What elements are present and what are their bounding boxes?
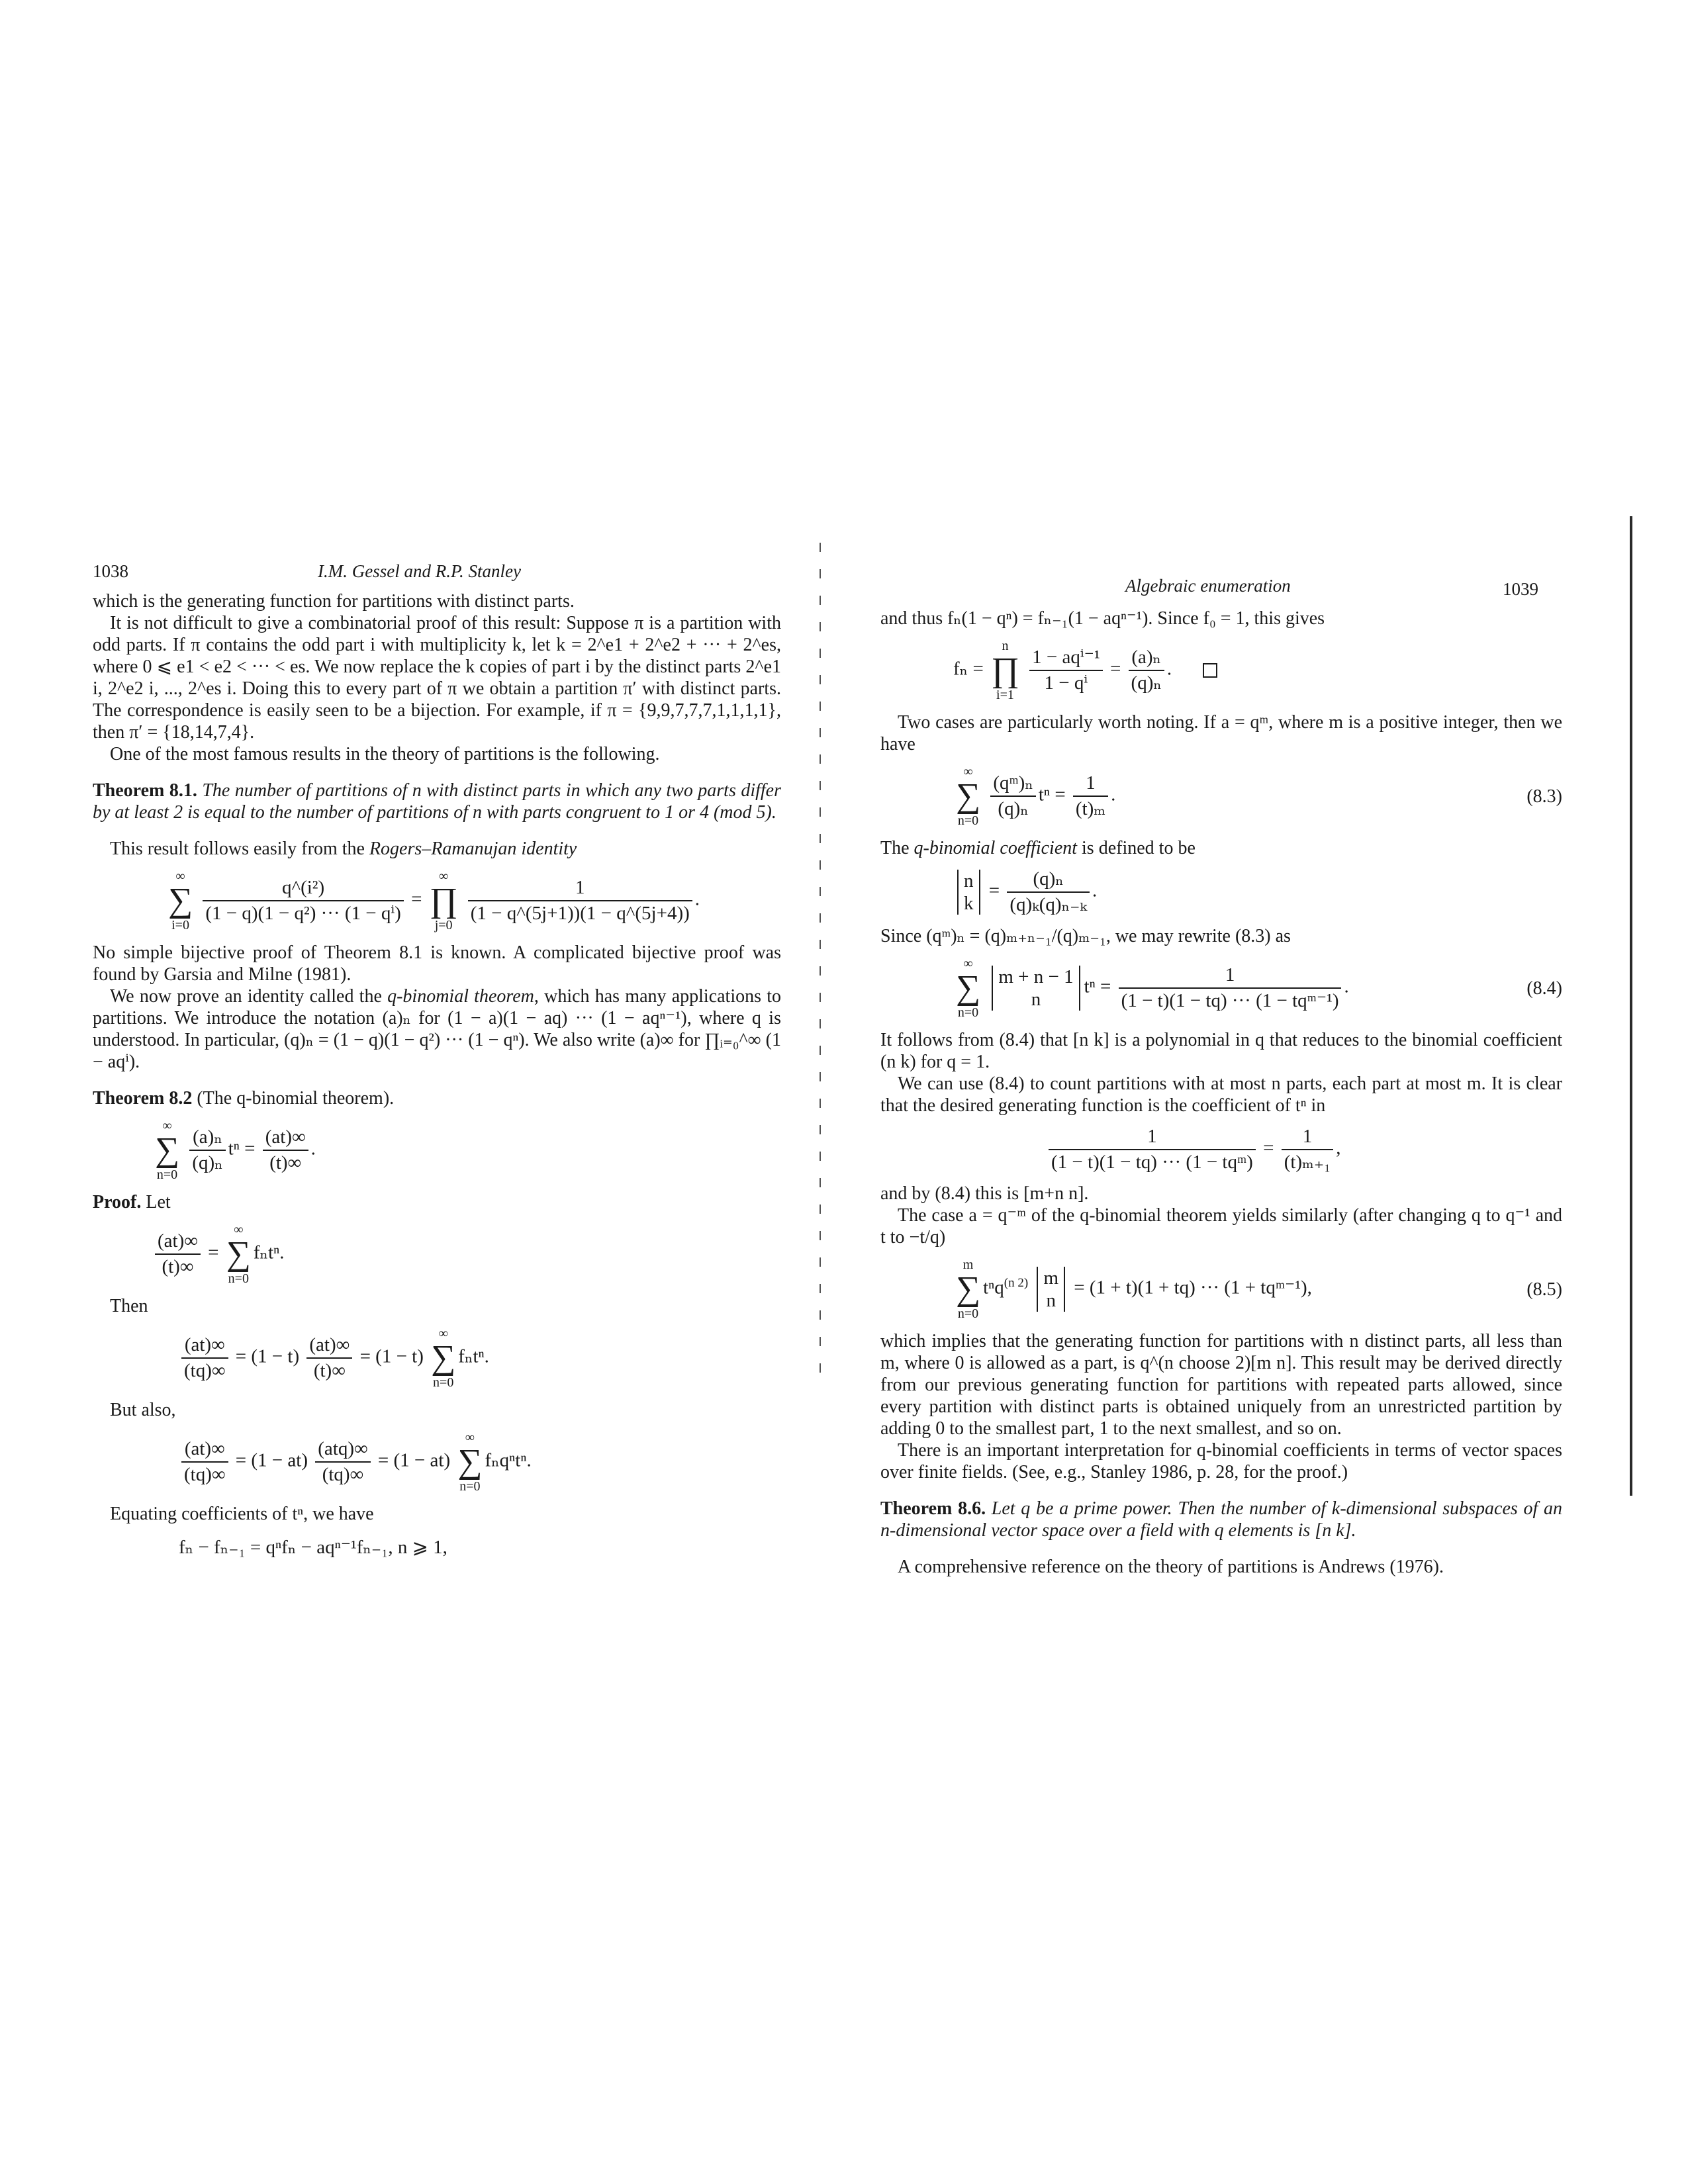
matrix-top: m: [1043, 1267, 1058, 1289]
equation-8-3: ∞ ∑ n=0 $\frac{\text{(qᵐ)ₙ}}{\text{(q)ₙ}}$ tⁿ = $\frac{1}{\text{(t)ₘ}}$ . (8.3): [956, 764, 1562, 828]
theorem-label: Theorem 8.2: [93, 1088, 193, 1109]
equation-8-5: m ∑ n=0 tⁿq$^{(n 2)}$ m n = (1 + t)(1 + tq) ··· (1 + tqᵐ⁻¹), (8.5): [956, 1257, 1562, 1321]
equation-number: (8.5): [1526, 1279, 1562, 1300]
equation-recurrence: [93, 1534, 781, 1561]
numerator: (at)∞: [263, 1126, 308, 1151]
denominator: (t)∞: [162, 1256, 194, 1277]
denominator: (q)ₙ: [192, 1152, 223, 1173]
running-head-right: Algebraic enumeration: [1125, 576, 1291, 596]
page-edge-line: [1630, 516, 1632, 1496]
denominator: (tq)∞: [184, 1464, 226, 1485]
numerator: 1: [468, 877, 692, 901]
text: The: [880, 838, 910, 858]
equation-8-4: ∞ ∑ n=0 m + n − 1 n tⁿ = $\frac{1}{\text{(1 − t)(1 − tq) ··· (1 − tqᵐ⁻¹)}}$ . (8.4): [956, 956, 1562, 1020]
matrix-bottom: n: [1031, 989, 1041, 1010]
text: Equating coefficients of tⁿ, we have: [110, 1504, 374, 1524]
matrix-bottom: n: [1046, 1290, 1056, 1311]
equation-rhs: = (1 + t)(1 + tq) ··· (1 + tqᵐ⁻¹),: [1074, 1277, 1312, 1298]
text: is defined to be: [1082, 838, 1196, 858]
text: But also,: [110, 1400, 176, 1420]
numerator: (a)ₙ: [189, 1126, 225, 1151]
numerator: (at)∞: [155, 1230, 201, 1255]
theorem-8-2: [93, 1087, 781, 1109]
theorem-8-1: [93, 780, 781, 823]
matrix-top: m + n − 1: [998, 966, 1074, 987]
text: This result follows easily from the: [110, 839, 365, 859]
denominator: (1 − t)(1 − tq) ··· (1 − tqᵐ⁻¹): [1121, 990, 1339, 1011]
right-column: [880, 608, 1562, 1578]
paragraph: [880, 837, 1562, 859]
theorem-text: Let q be a prime power. Then the number of k-dimensional subspaces of an n-dimensional vector space over a field with q elements is [n k].: [880, 1498, 1563, 1541]
equation-rogers-ramanujan: ∞ ∑ i=0 $\frac{\text{q\textasciicircum{}(i²)}}{\text{(1 − q)(1 − q²) ··· (1 − qⁱ)}}$ = ∞ ∏ j=0 $\frac{1}{(1 - q\^{}(5j+1))(1 - q\^{}(5j+4))}$ .: [168, 869, 700, 933]
page-number-right: 1039: [1503, 579, 1538, 599]
text: , which has many applications to partitions. We introduce the notation (a)ₙ for (1 − a)(1 − aq) ··· (1 − aqⁿ⁻¹), where q is understood. In particular, (q)ₙ = (1 − q)(1 − q²) ··· (1 − qⁿ). We also write (a)∞ for ∏ᵢ₌₀^∞ (1 − aqⁱ).: [93, 986, 781, 1072]
paragraph: Since (qᵐ)ₙ = (q)ₘ₊ₙ₋₁/(q)ₘ₋₁, we may rewrite (8.3) as: [880, 926, 1291, 946]
matrix-bottom: k: [964, 893, 974, 914]
theorem-text: The number of partitions of n with distinct parts in which any two parts differ by at least 2 is equal to the number of partitions of n with parts congruent to 1 or 4 (mod 5).: [93, 780, 781, 823]
paragraph: [93, 838, 781, 860]
numerator: (qᵐ)ₙ: [990, 772, 1036, 797]
paragraph: It is not difficult to give a combinatorial proof of this result: Suppose π is a partition with odd parts. If π contains the odd part i with multiplicity k, let k = 2^e1 + 2^e2 + ··· + 2^es, where 0 ⩽ e1 < e2 < ··· < es. We now replace the k copies of part i by the distinct parts 2^e1 i, 2^e2 i, ..., 2^es i. Doing this to every part of π we obtain a partition π′ with distinct parts. The correspondence is easily seen to be a bijection. For example, if π = {9,9,7,7,7,1,1,1,1}, then π′ = {18,14,7,4}.: [93, 613, 781, 743]
term: q-binomial coefficient: [914, 838, 1078, 858]
paragraph: One of the most famous results in the theory of partitions is the following.: [110, 744, 660, 764]
denominator: (q)ₙ: [1131, 672, 1162, 694]
numerator: 1 − aqⁱ⁻¹: [1029, 647, 1103, 671]
text: Let: [146, 1192, 171, 1212]
denominator: (q)ₙ: [998, 798, 1029, 819]
right-page: [821, 0, 1688, 2184]
denominator: (tq)∞: [184, 1360, 226, 1381]
paragraph: The case a = q⁻ᵐ of the q-binomial theorem yields similarly (after changing q to q⁻¹ and t to −t/q): [880, 1205, 1562, 1248]
numerator: (at)∞: [306, 1334, 352, 1359]
left-column: [93, 590, 781, 1570]
theorem-label: Theorem 8.1.: [93, 780, 197, 801]
proof-label: Proof.: [93, 1192, 142, 1212]
term: q-binomial theorem: [387, 986, 534, 1007]
numerator: (atq)∞: [315, 1438, 370, 1463]
theorem-title: (The q-binomial theorem).: [197, 1088, 395, 1109]
theorem-label: Theorem 8.6.: [880, 1498, 986, 1519]
text: Then: [110, 1296, 148, 1316]
denominator: (t)∞: [313, 1360, 346, 1381]
denominator: (t)∞: [269, 1152, 302, 1173]
paragraph: [93, 985, 781, 1073]
numerator: (q)ₙ: [1007, 868, 1090, 893]
numerator: 1: [1282, 1126, 1334, 1150]
equation-fn-product: fₙ = n ∏ i=1 $\frac{\text{1 − aqⁱ⁻¹}}{\text{1 − qⁱ}}$ = $\frac{\text{(a)ₙ}}{\text{(q)ₙ}}$ .: [880, 639, 1562, 702]
equation-but-also: $\frac{(at)\infty}{(tq)\infty}$ = (1 − at) $\frac{\text{(atq)∞}}{(tq)\infty}$ = (1 − at) ∞ ∑ n=0 fₙqⁿtⁿ.: [93, 1430, 781, 1494]
paragraph: and thus fₙ(1 − qⁿ) = fₙ₋₁(1 − aqⁿ⁻¹). Since f₀ = 1, this gives: [880, 608, 1325, 629]
matrix-top: n: [964, 870, 974, 891]
numerator: 1: [1073, 772, 1108, 797]
qed-box: [1203, 663, 1217, 678]
numerator: 1: [1119, 964, 1342, 989]
denominator: (t)ₘ₊₁: [1284, 1152, 1331, 1173]
paragraph: and by (8.4) this is [m+n n].: [880, 1183, 1089, 1204]
numerator: q^(i²): [203, 877, 404, 901]
denominator: (1 − q)(1 − q²) ··· (1 − qⁱ): [205, 903, 401, 924]
numerator: 1: [1049, 1126, 1256, 1150]
theorem-8-6: [880, 1498, 1562, 1541]
numerator: (at)∞: [181, 1438, 228, 1463]
equation-number: (8.3): [1526, 786, 1562, 807]
denominator: (t)ₘ: [1075, 798, 1106, 819]
denominator: (tq)∞: [322, 1464, 364, 1485]
equation-q-binomial-theorem: ∞ ∑ n=0 $\frac{\text{(a)ₙ}}{\text{(q)ₙ}}$ tⁿ = $\frac{(at)\infty}{(t)\infty}$ .: [155, 1118, 316, 1182]
term: Rogers–Ramanujan identity: [369, 839, 577, 859]
numerator: (at)∞: [181, 1334, 228, 1359]
numerator: (a)ₙ: [1129, 647, 1164, 671]
denominator: (1 − t)(1 − tq) ··· (1 − tqᵐ): [1051, 1152, 1253, 1173]
page-number-left: 1038: [93, 561, 128, 581]
proof-start: [93, 1191, 781, 1213]
equation-text: fₙ − fₙ₋₁ = qⁿfₙ − aqⁿ⁻¹fₙ₋₁, n ⩾ 1,: [179, 1536, 447, 1558]
equation-then: $\frac{(at)\infty}{(tq)\infty}$ = (1 − t) $\frac{(at)\infty}{(t)\infty}$ = (1 − t) ∞ ∑ n=0 fₙtⁿ.: [93, 1326, 781, 1390]
equation-number: (8.4): [1526, 978, 1562, 999]
paragraph: We can use (8.4) to count partitions with at most n parts, each part at most m. It is clear that the desired generating function is the coefficient of tⁿ in: [880, 1073, 1562, 1116]
paragraph: which implies that the generating function for partitions with n distinct parts, all less than m, where 0 is allowed as a part, is q^(n choose 2)[m n]. This result may be derived directly from our previous generating function for partitions with repeated parts allowed, since every partition with distinct parts is obtained uniquely from an unrestricted partition by adding 0 to the smallest part, 1 to the next smallest, and so on.: [880, 1331, 1562, 1439]
left-page: [0, 0, 821, 2184]
equation-binomial-def: n k = $\frac{\text{(q)ₙ}}{\text{(q)ₖ(q)ₙ₋ₖ}}$ .: [880, 868, 1562, 916]
text: We now prove an identity called the: [110, 986, 382, 1007]
paragraph: which is the generating function for partitions with distinct parts.: [93, 591, 575, 612]
denominator: 1 − qⁱ: [1044, 672, 1088, 694]
paragraph: Two cases are particularly worth noting. If a = qᵐ, where m is a positive integer, then we have: [880, 712, 1562, 754]
paragraph: No simple bijective proof of Theorem 8.1 is known. A complicated bijective proof was found by Garsia and Milne (1981).: [93, 942, 781, 985]
denominator: (q)ₖ(q)ₙ₋ₖ: [1009, 894, 1087, 915]
paragraph: It follows from (8.4) that [n k] is a polynomial in q that reduces to the binomial coefficient (n k) for q = 1.: [880, 1030, 1562, 1072]
equation-count: $\frac{1}{\text{(1 − t)(1 − tq) ··· (1 − tqᵐ)}}$ = $\frac{1}{\text{(t)ₘ₊₁}}$ ,: [880, 1126, 1562, 1173]
equation-let: $\frac{(at)\infty}{(t)\infty}$ = ∞ ∑ n=0 fₙtⁿ.: [93, 1222, 781, 1286]
paragraph: There is an important interpretation for q-binomial coefficients in terms of vector spaces over finite fields. (See, e.g., Stanley 1986, p. 28, for the proof.): [880, 1440, 1562, 1482]
denominator: (1 − q^(5j+1))(1 − q^(5j+4)): [470, 903, 690, 924]
running-head-left: I.M. Gessel and R.P. Stanley: [318, 561, 521, 581]
paragraph: A comprehensive reference on the theory of partitions is Andrews (1976).: [898, 1557, 1444, 1577]
